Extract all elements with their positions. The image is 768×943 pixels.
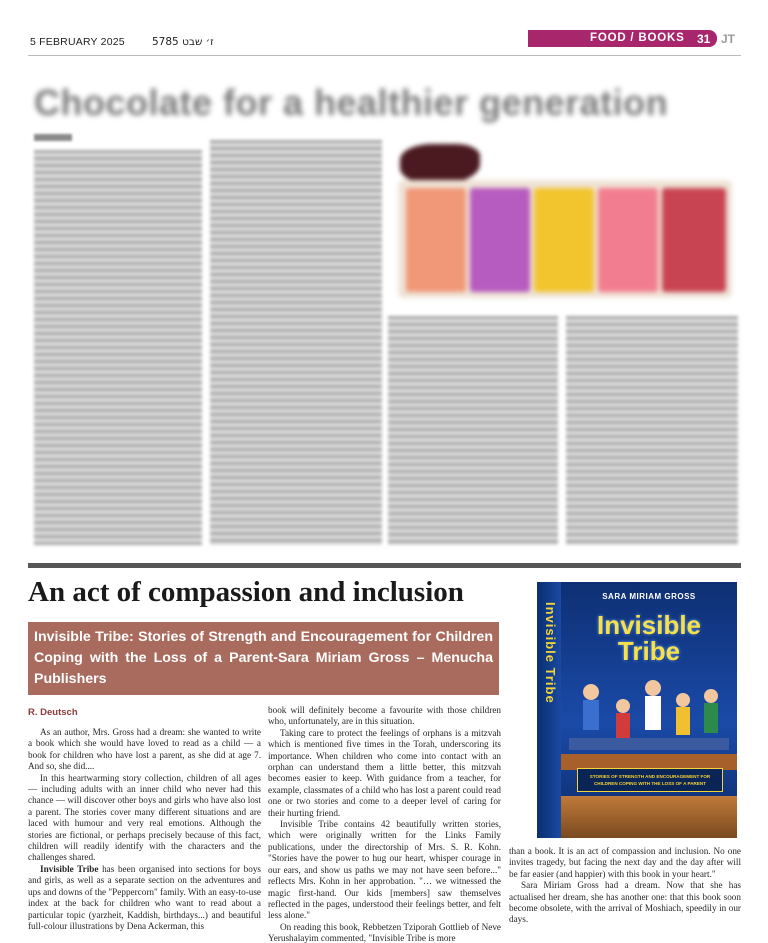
cover-title-line-1: Invisible xyxy=(596,610,702,640)
section-label: FOOD / BOOKS xyxy=(590,32,685,44)
blurred-column-4 xyxy=(566,316,738,545)
paragraph: Taking care to protect the feelings of orphans is a mitzvah which is mentioned five times in the Torah, underscoring its importance. When children who come into contact with an orphan can understand them a little better, this mitzvah becomes easier to keep. With guidance from a teacher, for example, classmates of a child who has lost a parent could read one or two stories and come to a deeper level of caring for their hurting friend. xyxy=(268,727,501,818)
hebrew-date: 5785 ז׳ שבט xyxy=(152,36,214,48)
cover-title xyxy=(561,612,737,664)
paragraph: than a book. It is an act of compassion and inclusion. No one invites tragedy, but facing the next day and the day after will be far easier (and happier) with this book in your heart." xyxy=(509,846,741,879)
article-divider xyxy=(28,563,741,568)
blurred-chocolate-image xyxy=(392,140,738,306)
deck-text: Invisible Tribe: Stories of Strength and Encouragement for Children Coping with the Loss of a Parent-Sara Miriam Gross – Menucha Publishers xyxy=(34,629,493,687)
figure-head xyxy=(704,689,718,703)
paragraph: book will definitely become a favourite with those children who, unfortunately, are in this situation. xyxy=(268,705,501,727)
figure-head xyxy=(583,684,599,700)
article-column-1 xyxy=(28,727,261,932)
paragraph xyxy=(28,864,261,932)
cover-illustration xyxy=(561,670,737,770)
blurred-column-2 xyxy=(210,140,382,545)
bench xyxy=(569,738,729,750)
book-spine xyxy=(537,582,561,838)
figure-head xyxy=(676,693,690,707)
paragraph-text: has been organised into sections for boys and girls, as well as a separate section on the adventures and ups and downs of the "Peppercorn" family. With an easy-to-use index at the back for children who want to read about a particular topic (yarzheit, Kaddish, birthdays...) and beautiful full-colour illustrations by Dena Ackerman, this xyxy=(28,863,261,931)
paragraph: Invisible Tribe contains 42 beautifully written stories, which were originally written for the Links Family publications, under the directorship of Mrs. S. R. Kohn. "Stories have the power to hug our heart, whisper courage in our ears, and show us paths we may not have seen before..." reflects Mrs. Kohn in her approbation. "… we witnessed the magic first-hand. Our kids [members] saw themselves reflected in the pages, understood their feelings better, and felt less alone." xyxy=(268,819,501,921)
page-number: 31 xyxy=(697,32,711,46)
book-front xyxy=(561,582,737,838)
article-column-2 xyxy=(268,705,501,943)
paragraph: As an author, Mrs. Gross had a dream: she wanted to write a book which she would have loved to read as a child — a book for children who have lost a parent, as she did at age 7. And so, she did.... xyxy=(28,727,261,772)
paragraph: Sara Miriam Gross had a dream. Now that she has actualised her dream, she has another one: that this book soon become obsolete, with the arrival of Moshiach, speedily in our days. xyxy=(509,880,741,925)
chocolate-bar-red xyxy=(662,188,726,292)
author-byline: R. Deutsch xyxy=(28,707,78,718)
cover-food-table xyxy=(561,796,737,838)
cover-title-line-2: Tribe xyxy=(617,636,681,666)
header-divider xyxy=(28,55,741,56)
figure-body xyxy=(704,703,718,733)
book-title-bold: Invisible Tribe xyxy=(40,863,99,874)
article-column-3 xyxy=(509,846,741,926)
book-cover-image xyxy=(537,582,737,838)
figure-body xyxy=(583,700,599,730)
chocolate-bar-yellow xyxy=(534,188,594,292)
blurred-article-title: Chocolate for a healthier generation xyxy=(34,82,669,123)
issue-date: 5 FEBRUARY 2025 xyxy=(30,36,125,48)
chocolate-bar-orange xyxy=(406,188,466,292)
spine-title: Invisible Tribe xyxy=(543,602,558,704)
blurred-column-3 xyxy=(388,316,558,545)
book-details-deck xyxy=(28,622,499,695)
paragraph: On reading this book, Rebbetzen Tziporah Gottlieb of Neve Yerushalayim commented, "Invisible Tribe is more xyxy=(268,921,501,943)
figure-body xyxy=(616,713,630,739)
chocolate-bar-pink xyxy=(598,188,658,292)
figure-head xyxy=(645,680,661,696)
chocolate-bar-purple xyxy=(470,188,530,292)
publication-initials: JT xyxy=(721,32,736,46)
cover-subtitle: STORIES OF STRENGTH AND ENCOURAGEMENT FOR CHILDREN COPING WITH THE LOSS OF A PARENT xyxy=(577,768,723,792)
paragraph: In this heartwarming story collection, children of all ages — including adults with an inner child who never had this chance — will discover other boys and girls who have also lost a parent. The stories cover many different situations and are laced with humour and very real emotions. Although the stories are fictional, or perhaps precisely because of this fact, children will readily identify with the characters and the challenges shared. xyxy=(28,772,261,863)
blurred-column-1 xyxy=(34,150,202,545)
figure-head xyxy=(616,699,630,713)
chocolate-pieces xyxy=(400,144,480,184)
blurred-byline xyxy=(34,134,72,141)
article-headline: An act of compassion and inclusion xyxy=(28,576,464,608)
figure-body xyxy=(645,696,661,730)
cover-author: SARA MIRIAM GROSS xyxy=(602,592,696,601)
figure-body xyxy=(676,707,690,735)
